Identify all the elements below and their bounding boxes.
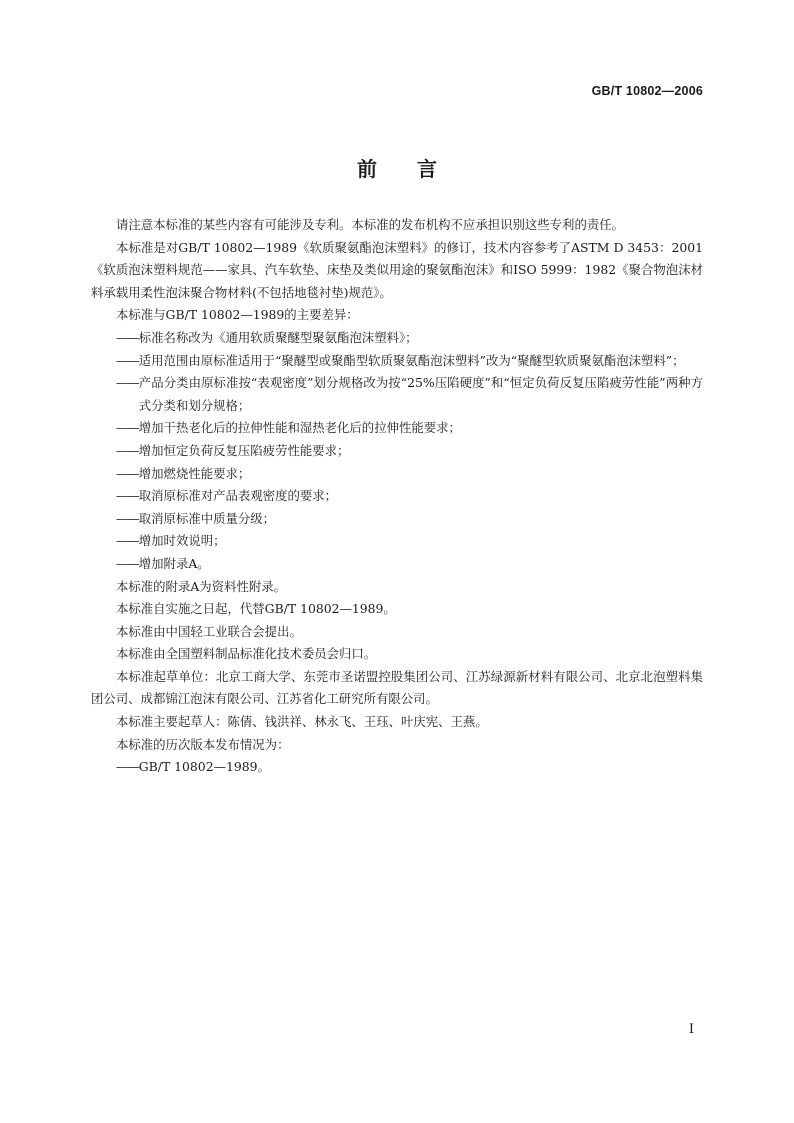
list-item bbox=[91, 372, 703, 417]
dash-mark: —— bbox=[116, 465, 139, 481]
dash-mark: —— bbox=[116, 759, 139, 775]
document-body bbox=[91, 214, 703, 779]
difference-text: 增加燃烧性能要求； bbox=[138, 465, 251, 481]
difference-text: 增加干热老化后的拉伸性能和湿热老化后的拉伸性能要求； bbox=[138, 420, 461, 436]
dash-mark: —— bbox=[116, 533, 139, 549]
paragraph-drafting-units: 本标准起草单位：北京工商大学、东莞市圣诺盟控股集团公司、江苏绿源新材料有限公司、北京北泡塑料集团公司、成都锦江泡沫有限公司、江苏省化工研究所有限公司。 bbox=[91, 668, 703, 707]
difference-text: 增加时效说明； bbox=[138, 533, 226, 549]
list-item bbox=[91, 530, 703, 553]
paragraph-drafters: 本标准主要起草人：陈倩、钱洪祥、林永飞、王珏、叶庆宪、王燕。 bbox=[116, 714, 488, 730]
dash-mark: —— bbox=[116, 510, 139, 526]
difference-text: 增加恒定负荷反复压陷疲劳性能要求； bbox=[138, 442, 350, 458]
standard-code: GB/T 10802—2006 bbox=[591, 84, 703, 98]
paragraph-replaces: 本标准自实施之日起，代替GB/T 10802—1989。 bbox=[116, 601, 396, 617]
page-title bbox=[0, 153, 794, 182]
difference-text: 取消原标准中质量分级； bbox=[138, 510, 276, 526]
list-item bbox=[91, 463, 703, 486]
dash-mark: —— bbox=[116, 555, 139, 571]
list-item bbox=[91, 553, 703, 576]
difference-text: 取消原标准对产品表观密度的要求； bbox=[138, 488, 338, 504]
list-item bbox=[91, 756, 703, 779]
title-char-1: 前 bbox=[357, 157, 377, 181]
paragraph-centralized-by: 本标准由全国塑料制品标准化技术委员会归口。 bbox=[116, 646, 377, 662]
paragraph-patent-notice: 请注意本标准的某些内容有可能涉及专利。本标准的发布机构不应承担识别这些专利的责任。 bbox=[116, 217, 625, 232]
history-text: GB/T 10802—1989。 bbox=[138, 759, 270, 775]
page-number: I bbox=[688, 1022, 694, 1037]
list-item bbox=[91, 417, 703, 440]
difference-text: 增加附录A。 bbox=[138, 555, 210, 571]
list-item bbox=[91, 327, 703, 350]
list-item bbox=[91, 485, 703, 508]
dash-mark: —— bbox=[116, 442, 139, 458]
dash-mark: —— bbox=[116, 329, 139, 345]
difference-text: 产品分类由原标准按“表观密度”划分规格改为按“25%压陷硬度”和“恒定负荷反复压陷疲劳性能”两种方式分类和划分规格； bbox=[138, 375, 703, 413]
title-char-2: 言 bbox=[417, 157, 437, 181]
difference-text: 适用范围由原标准适用于“聚醚型或聚酯型软质聚氨酯泡沫塑料”改为“聚醚型软质聚氨酯泡沫塑料”； bbox=[138, 352, 685, 368]
list-item bbox=[91, 350, 703, 373]
paragraph-annex: 本标准的附录A为资料性附录。 bbox=[116, 578, 287, 594]
difference-text: 标准名称改为《通用软质聚醚型聚氨酯泡沫塑料》； bbox=[138, 329, 418, 345]
list-item bbox=[91, 508, 703, 531]
dash-mark: —— bbox=[116, 375, 139, 391]
paragraph-differences-intro: 本标准与GB/T 10802—1989的主要差异： bbox=[116, 307, 359, 323]
dash-mark: —— bbox=[116, 420, 139, 436]
paragraph-history-intro: 本标准的历次版本发布情况为： bbox=[116, 736, 290, 752]
paragraph-revision-basis: 本标准是对GB/T 10802—1989《软质聚氨酯泡沫塑料》的修订，技术内容参考了ASTM D 3453：2001《软质泡沫塑料规范——家具、汽车软垫、床垫及类似用途的聚氨酯泡沫》和ISO 5999：1982《聚合物泡沫材料承载用柔性泡沫聚合物材料(不包括地毯衬垫)规范》。 bbox=[91, 239, 703, 300]
dash-mark: —— bbox=[116, 488, 139, 504]
list-item bbox=[91, 440, 703, 463]
dash-mark: —— bbox=[116, 352, 139, 368]
paragraph-proposed-by: 本标准由中国轻工业联合会提出。 bbox=[116, 623, 302, 639]
